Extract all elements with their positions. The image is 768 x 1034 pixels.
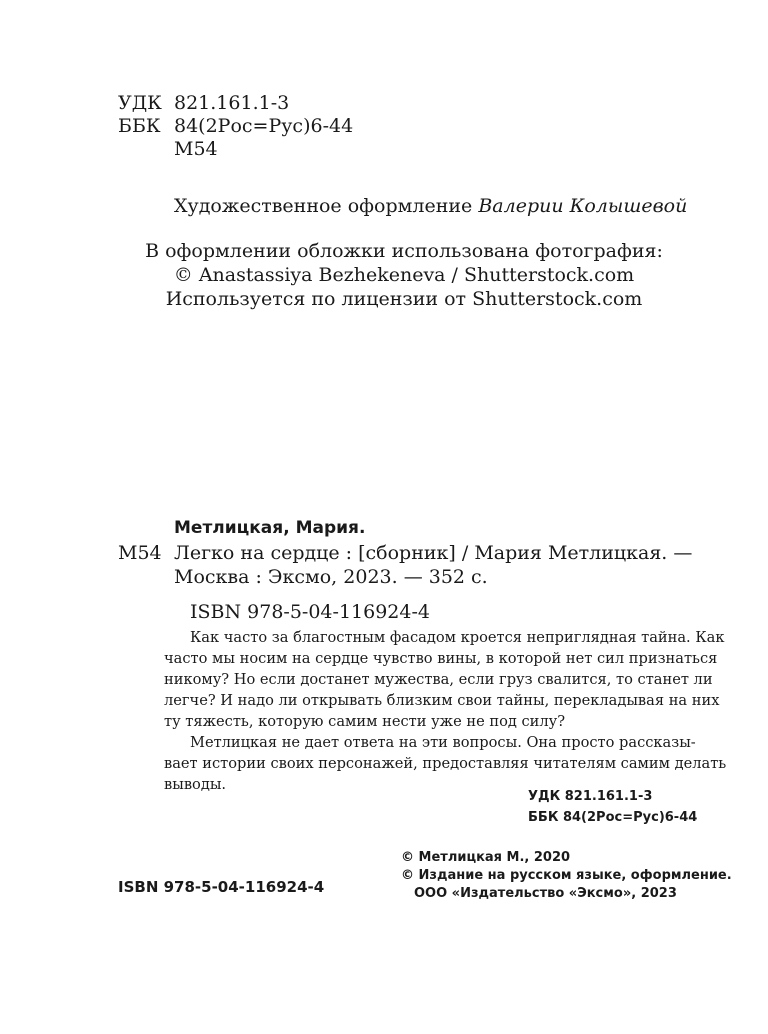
annotation-line-6: Метлицкая не дает ответа на эти вопросы. Она просто рассказы-: [190, 734, 696, 751]
classification-bbk: ББК 84(2Рос=Рус)6-44: [528, 810, 698, 825]
annotation-line-1: Как часто за благостным фасадом кроется неприглядная тайна. Как: [190, 629, 725, 646]
bbk-value: 84(2Рос=Рус)6-44: [174, 115, 354, 137]
annotation-line-8: выводы.: [164, 776, 227, 793]
bib-author: Метлицкая, Мария.: [174, 518, 366, 538]
bib-isbn: ISBN 978-5-04-116924-4: [190, 601, 430, 623]
design-prefix: Художественное оформление: [174, 195, 479, 217]
cover-photo-line-1: В оформлении обложки использована фотография:: [145, 240, 663, 262]
bib-title-line: Легко на сердце : [сборник] / Мария Метлицкая. —: [174, 542, 693, 564]
bbk-label: ББК: [118, 115, 161, 137]
annotation-line-4: легче? И надо ли открывать близким свои тайны, перекладывая на них: [164, 692, 720, 709]
bib-mark: М54: [118, 542, 162, 564]
designer-name: Валерии Колышевой: [478, 195, 688, 217]
cover-photo-line-3: Используется по лицензии от Shutterstock.com: [165, 288, 643, 310]
copyright-author: © Метлицкая М., 2020: [401, 850, 571, 865]
cover-photo-line-2: © Anastassiya Bezhekeneva / Shutterstock.com: [173, 264, 635, 286]
annotation-line-3: никому? Но если достанет мужества, если груз свалится, то станет ли: [164, 671, 713, 688]
annotation-line-5: ту тяжесть, которую самим нести уже не под силу?: [164, 713, 566, 730]
bib-pub-line: Москва : Эксмо, 2023. — 352 с.: [174, 566, 488, 588]
copyright-publisher: ООО «Издательство «Эксмо», 2023: [414, 886, 677, 901]
footer-isbn: ISBN 978-5-04-116924-4: [118, 878, 325, 896]
udk-label: УДК: [118, 92, 162, 114]
annotation-line-7: вает истории своих персонажей, предоставляя читателям самим делать: [164, 755, 727, 772]
udk-value: 821.161.1-3: [174, 92, 290, 114]
copyright-edition: © Издание на русском языке, оформление.: [401, 868, 732, 883]
classification-udk: УДК 821.161.1-3: [528, 789, 653, 804]
author-mark: М54: [174, 138, 218, 160]
design-credit: [174, 193, 687, 219]
annotation-line-2: часто мы носим на сердце чувство вины, в которой нет сил признаться: [164, 650, 718, 667]
